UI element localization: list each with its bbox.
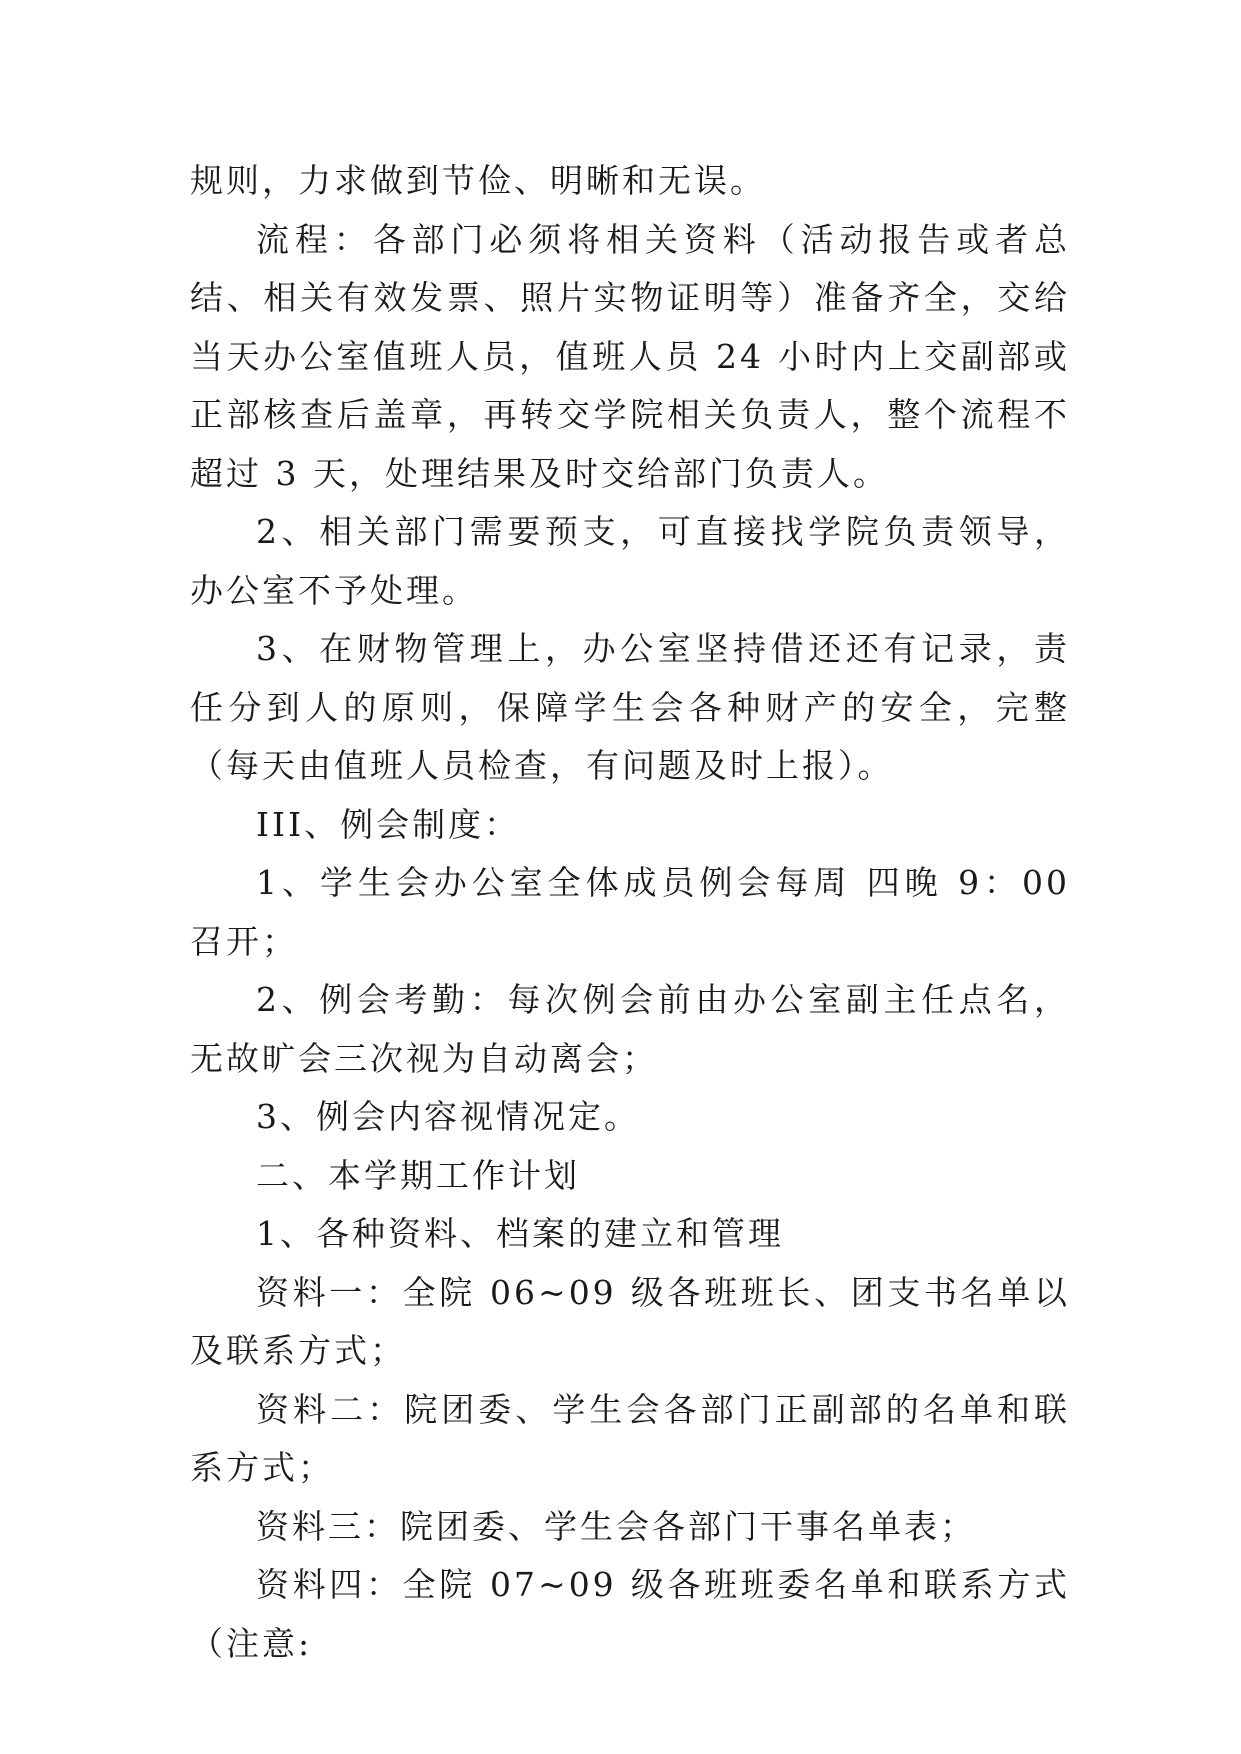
section-heading-work-plan: 二、本学期工作计划 <box>256 1155 580 1195</box>
document-body <box>190 152 1070 1673</box>
paragraph-4: 3、在财物管理上，办公室坚持借还还有记录，责任分到人的原则，保障学生会各种财产的安全，完整（每天由值班人员检查，有问题及时上报）。 <box>190 629 1070 785</box>
paragraph-3: 2、相关部门需要预支，可直接找学院负责领导，办公室不予处理。 <box>190 512 1070 610</box>
paragraph-12: 资料二：院团委、学生会各部门正副部的名单和联系方式； <box>190 1389 1070 1487</box>
paragraph-10: 1、各种资料、档案的建立和管理 <box>256 1214 784 1253</box>
paragraph-8: 3、例会内容视情况定。 <box>256 1097 640 1136</box>
paragraph-11: 资料一：全院 06~09 级各班班长、团支书名单以及联系方式； <box>190 1272 1070 1370</box>
paragraph-14: 资料四：全院 07~09 级各班班委名单和联系方式（注意: <box>190 1565 1070 1663</box>
paragraph-13: 资料三：院团委、学生会各部门干事名单表； <box>256 1506 976 1546</box>
paragraph-2: 流程：各部门必须将相关资料（活动报告或者总结、相关有效发票、照片实物证明等）准备齐全，交给当天办公室值班人员，值班人员 24 小时内上交副部或正部核查后盖章，再转交学院相关负责人，整个流程不超过 3 天，处理结果及时交给部门负责人。 <box>190 219 1070 493</box>
paragraph-1: 规则，力求做到节俭、明晰和无误。 <box>190 161 766 200</box>
paragraph-6: 1、学生会办公室全体成员例会每周 四晚 9：00 召开； <box>190 863 1070 961</box>
paragraph-7: 2、例会考勤：每次例会前由办公室副主任点名，无故旷会三次视为自动离会； <box>190 980 1070 1078</box>
section-heading-meeting-system: III、例会制度： <box>256 804 521 844</box>
